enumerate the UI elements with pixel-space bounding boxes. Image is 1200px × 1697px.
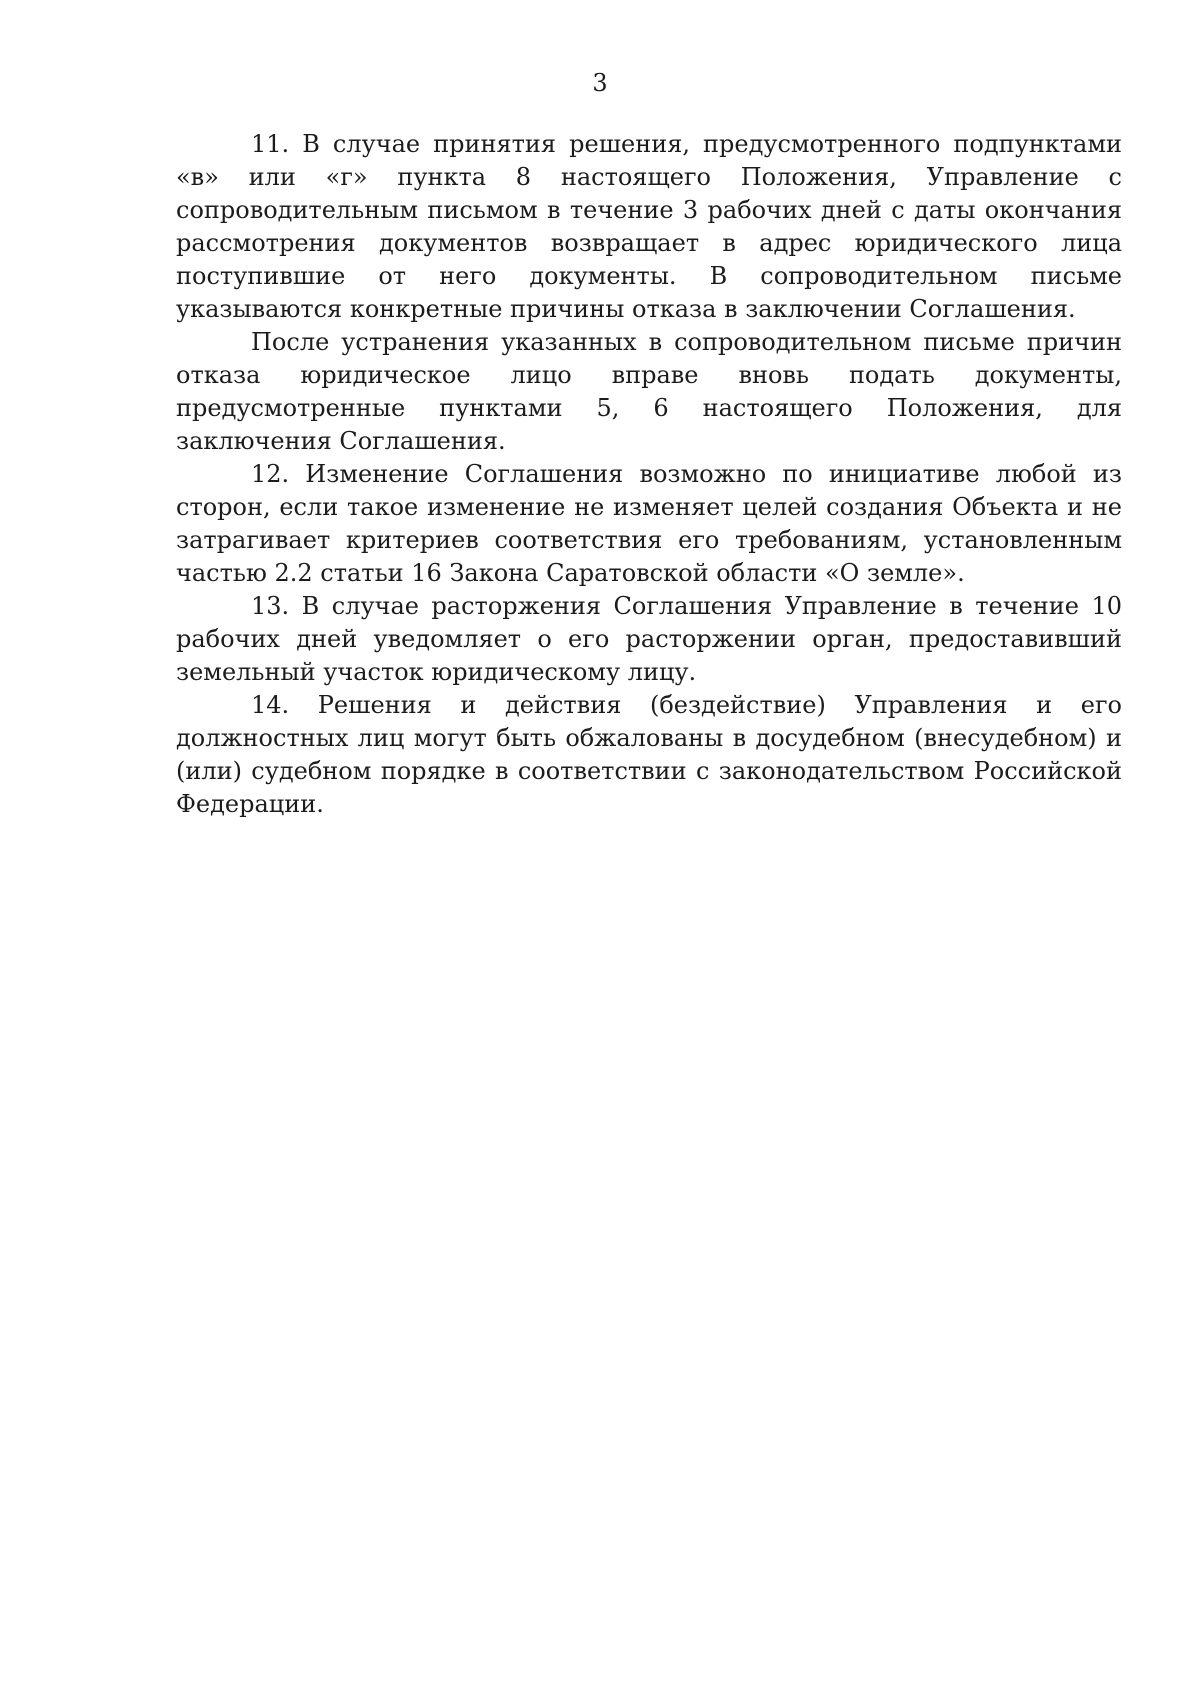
paragraph-13: 13. В случае расторжения Соглашения Управление в течение 10 рабочих дней уведомляет о его расторжении орган, предоставивший земельный участок юридическому лицу. — [176, 592, 1122, 686]
page-number: 3 — [592, 69, 608, 97]
document-body — [176, 128, 1122, 821]
paragraph-11-continuation: После устранения указанных в сопроводительном письме причин отказа юридическое лицо вправе вновь подать документы, предусмотренные пунктами 5, 6 настоящего Положения, для заключения Соглашения. — [176, 328, 1122, 455]
paragraph-11: 11. В случае принятия решения, предусмотренного подпунктами «в» или «г» пункта 8 настоящего Положения, Управление с сопроводительным письмом в течение 3 рабочих дней с даты окончания рассмотрения документов возвращает в адрес юридического лица поступившие от него документы. В сопроводительном письме указываются конкретные причины отказа в заключении Соглашения. — [176, 130, 1122, 323]
paragraph-12: 12. Изменение Соглашения возможно по инициативе любой из сторон, если такое изменение не изменяет целей создания Объекта и не затрагивает критериев соответствия его требованиям, установленным частью 2.2 статьи 16 Закона Саратовской области «О земле». — [176, 460, 1122, 587]
paragraph-14: 14. Решения и действия (бездействие) Управления и его должностных лиц могут быть обжалованы в досудебном (внесудебном) и (или) судебном порядке в соответствии с законодательством Российской Федерации. — [176, 691, 1122, 818]
